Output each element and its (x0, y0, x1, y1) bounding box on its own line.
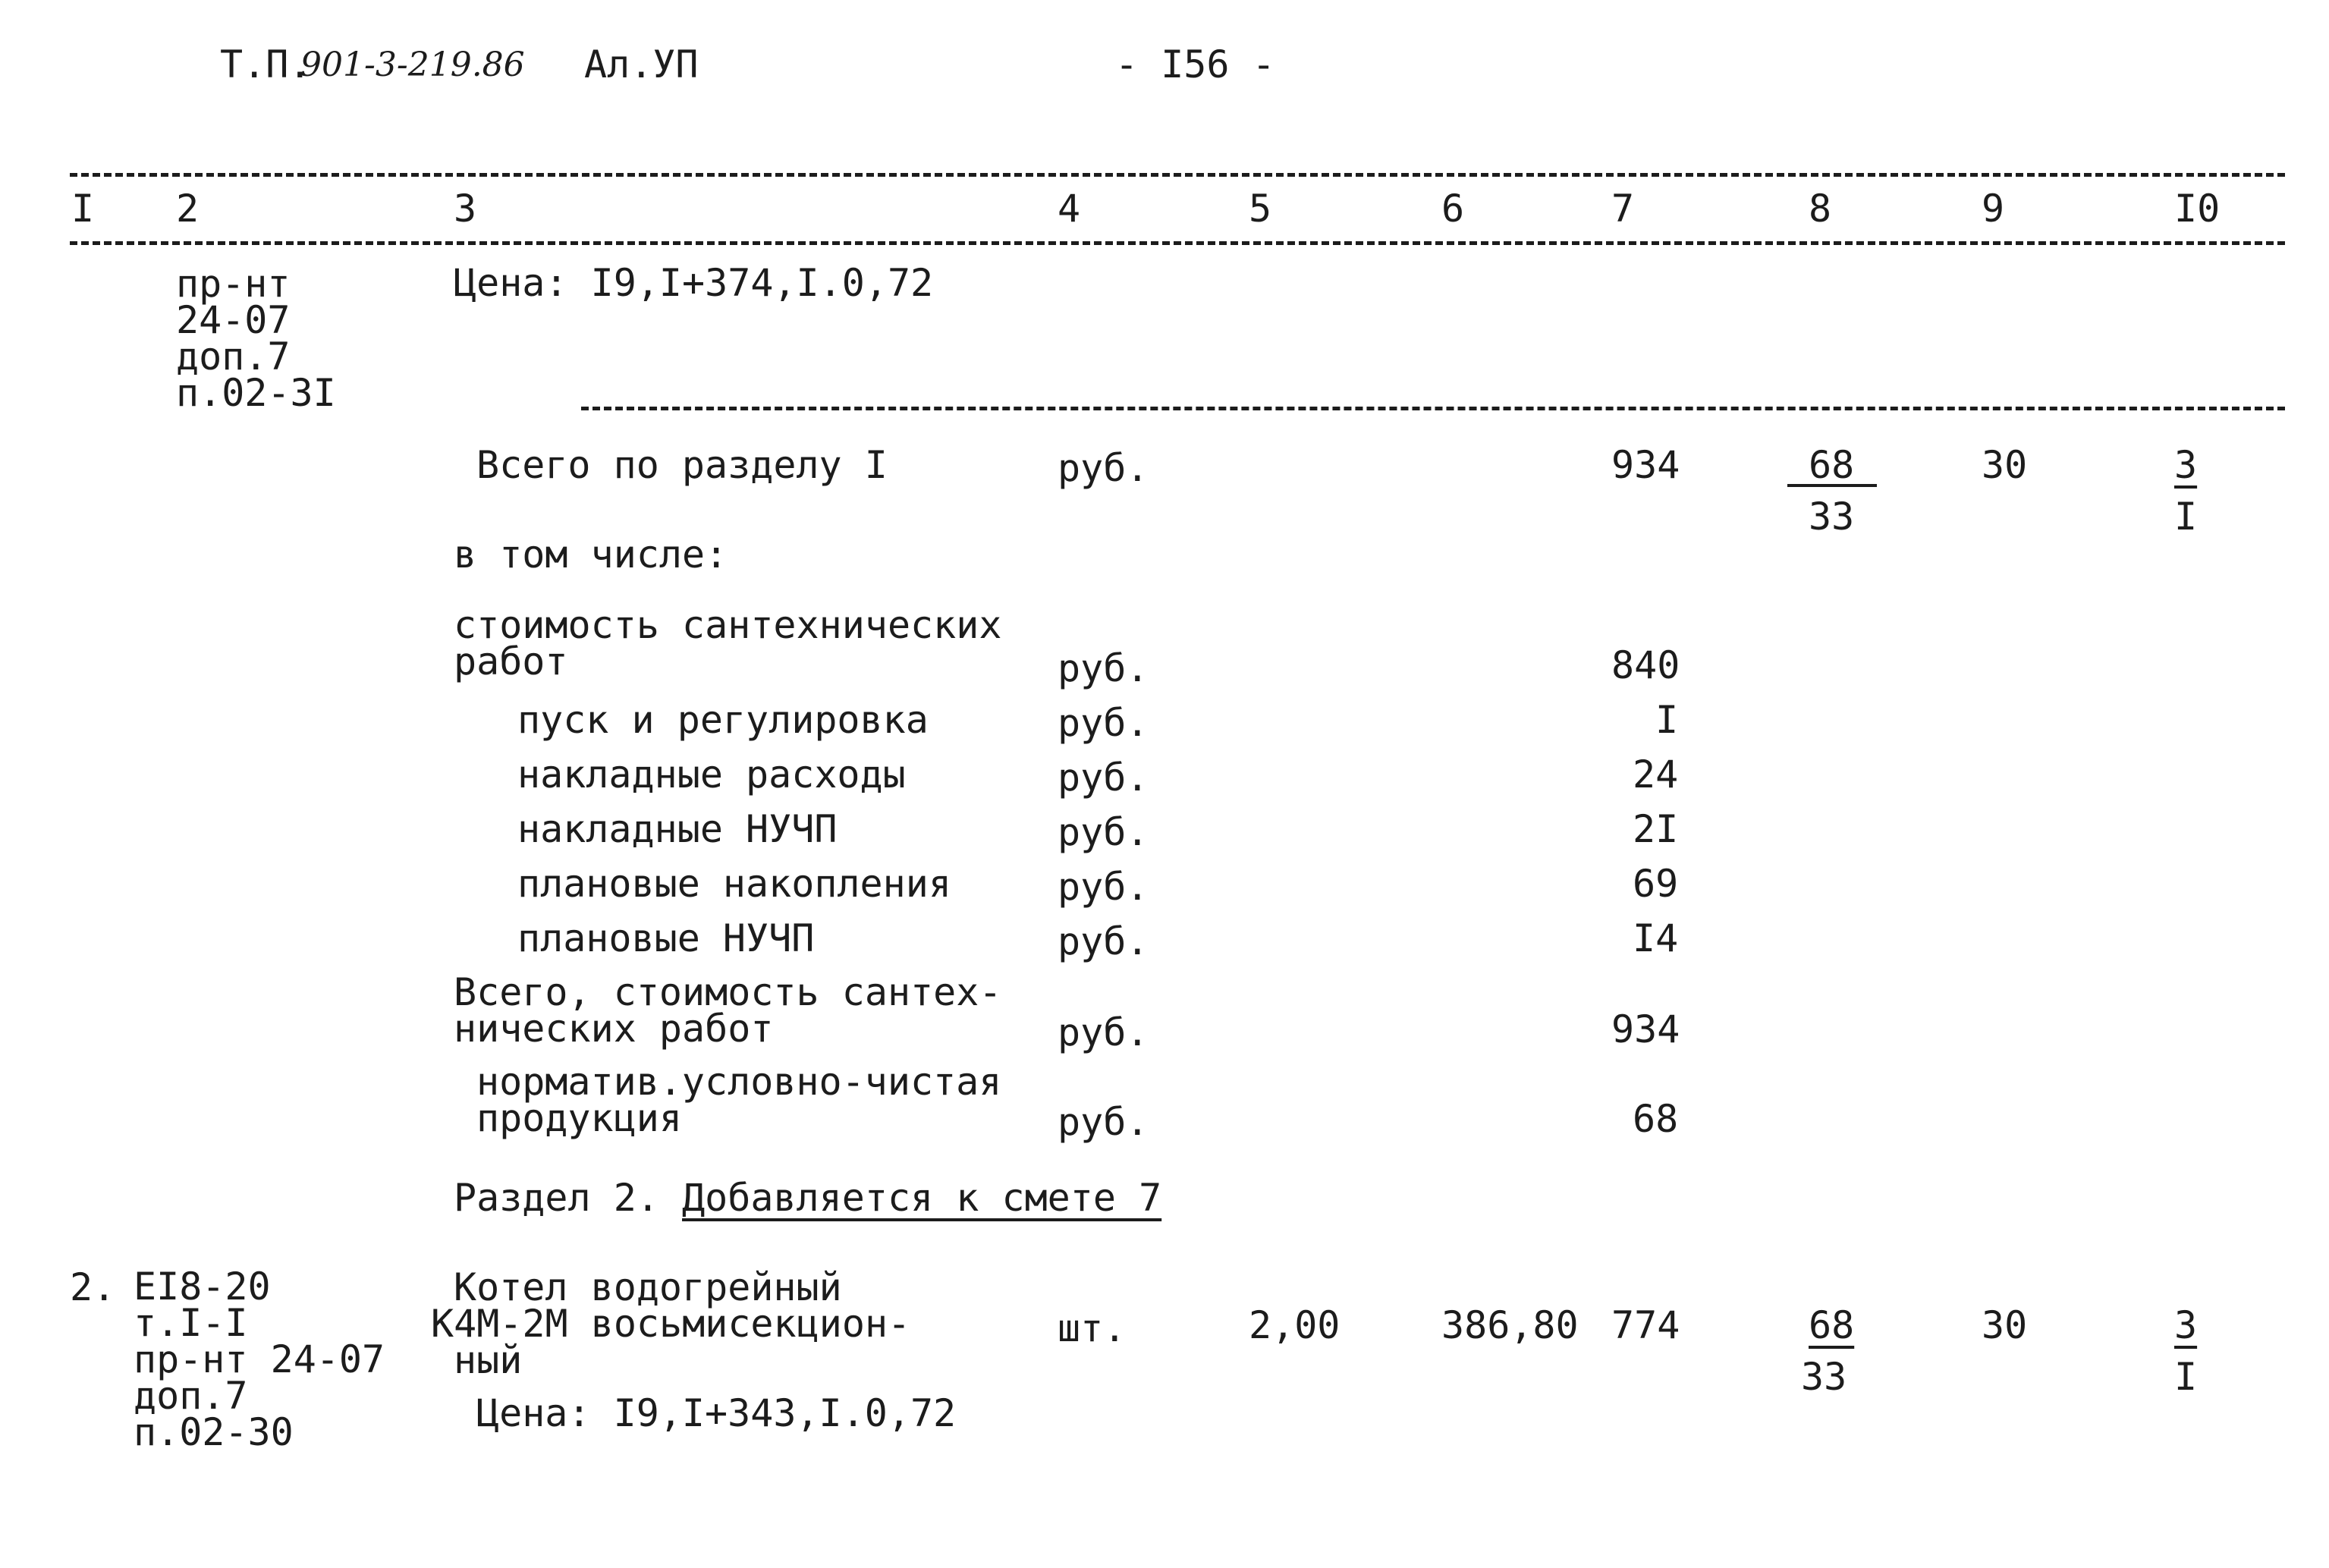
breakdown-value: 2I (1633, 807, 1679, 851)
row2-col8-bottom: 33 (1801, 1355, 1847, 1399)
breakdown-label-line: Всего, стоимость сантех- (454, 970, 1002, 1014)
album-label: Ал.УП (584, 42, 699, 86)
breakdown-value: 934 (1611, 1007, 1680, 1051)
column-header-4: 4 (1058, 187, 1081, 231)
row1-basis-line: пр-нт (176, 262, 291, 306)
doc-prefix: Т.П. (220, 42, 312, 86)
column-header-6: 6 (1441, 187, 1465, 231)
table-header-rule (70, 241, 2285, 245)
breakdown-label-line: нических работ (454, 1007, 774, 1051)
breakdown-unit: руб. (1058, 865, 1149, 909)
breakdown-label-line: стоимость сантехнических (454, 603, 1002, 647)
breakdown-label-line: норматив.условно-чистая (476, 1060, 1002, 1104)
breakdown-unit: руб. (1058, 701, 1149, 745)
doc-number: 901-3-219.86 (300, 46, 525, 84)
subtotal-rule (581, 407, 2285, 410)
row2-basis-line: EI8-20 (134, 1265, 271, 1309)
breakdown-unit: руб. (1058, 646, 1149, 690)
breakdown-label-total-sanitary (454, 970, 1002, 1051)
row2-basis-line: доп.7 (134, 1374, 248, 1418)
row2-name-line-3: ный (454, 1338, 523, 1382)
row2-col7: 774 (1611, 1303, 1680, 1347)
row2-basis-line: п.02-30 (134, 1410, 294, 1454)
row2-name-line-2: К4М-2М восьмисекцион- (431, 1302, 911, 1346)
breakdown-label-net-production (476, 1060, 1002, 1140)
table-top-rule (70, 173, 2285, 177)
column-header-5: 5 (1249, 187, 1272, 231)
row2-number: 2. (70, 1265, 116, 1309)
column-header-8: 8 (1809, 187, 1832, 231)
section1-total-col8-top: 68 (1809, 443, 1855, 487)
breakdown-value: 24 (1633, 753, 1679, 797)
row1-basis-line: доп.7 (176, 335, 291, 379)
row2-basis-line: т.I-I (134, 1301, 248, 1345)
row2-name-line-1: Котел водогрейный (454, 1265, 842, 1309)
row2-price: Цена: I9,I+343,I.0,72 (476, 1391, 957, 1435)
including-label: в том числе: (454, 533, 728, 577)
section2-heading (454, 1176, 1162, 1220)
section1-total-unit: руб. (1058, 446, 1149, 490)
column-header-9: 9 (1982, 187, 2005, 231)
section2-prefix: Раздел 2. (454, 1176, 683, 1220)
breakdown-label-overhead-nuchp: накладные НУЧП (517, 807, 838, 851)
breakdown-label-planned-nuchp: плановые НУЧП (517, 916, 815, 960)
breakdown-label-planned-savings: плановые накопления (517, 862, 951, 906)
section1-total-col10-top: 3 (2174, 443, 2198, 487)
column-header-1: I (71, 187, 95, 231)
section1-total-col9: 30 (1982, 443, 2028, 487)
row2-col9: 30 (1982, 1303, 2028, 1347)
page-number: - I56 - (1115, 42, 1275, 86)
breakdown-unit: руб. (1058, 810, 1149, 854)
section1-total-col8-bottom: 33 (1809, 495, 1855, 539)
breakdown-label-startup: пуск и регулировка (517, 698, 929, 742)
row2-col8-top: 68 (1809, 1303, 1855, 1347)
breakdown-label-line: продукция (476, 1096, 682, 1140)
section2-title: Добавляется к смете 7 (682, 1176, 1162, 1220)
breakdown-unit: руб. (1058, 756, 1149, 800)
breakdown-unit: руб. (1058, 1010, 1149, 1054)
column-header-2: 2 (176, 187, 200, 231)
row2-basis-line: пр-нт 24-07 (134, 1337, 385, 1381)
breakdown-unit: руб. (1058, 919, 1149, 963)
row2-col10-bottom: I (2174, 1355, 2198, 1399)
row1-basis (176, 262, 336, 415)
section1-total-label: Всего по разделу I (476, 443, 888, 487)
breakdown-value: 68 (1633, 1097, 1679, 1141)
breakdown-value: I4 (1633, 916, 1679, 960)
column-header-3: 3 (454, 187, 477, 231)
row2-unit: шт. (1058, 1306, 1127, 1350)
row2-quantity: 2,00 (1249, 1303, 1341, 1347)
row1-basis-line: п.02-3I (176, 371, 336, 415)
column-header-7: 7 (1611, 187, 1635, 231)
row1-basis-line: 24-07 (176, 298, 291, 342)
breakdown-value: 840 (1611, 643, 1680, 687)
row1-price: Цена: I9,I+374,I.0,72 (454, 261, 934, 305)
breakdown-value: I (1655, 698, 1679, 742)
row2-col10-top: 3 (2174, 1303, 2198, 1347)
breakdown-label-line: работ (454, 639, 568, 683)
column-header-10: I0 (2174, 187, 2221, 231)
row2-unit-price: 386,80 (1441, 1303, 1579, 1347)
breakdown-value: 69 (1633, 862, 1679, 906)
section1-total-col10-bottom: I (2174, 495, 2198, 539)
section1-total-col7: 934 (1611, 443, 1680, 487)
section1-col8-fraction-line (1787, 484, 1877, 487)
row2-basis (134, 1265, 385, 1454)
breakdown-unit: руб. (1058, 1100, 1149, 1144)
breakdown-label-sanitary (454, 603, 1002, 683)
breakdown-label-overhead: накладные расходы (517, 753, 906, 797)
